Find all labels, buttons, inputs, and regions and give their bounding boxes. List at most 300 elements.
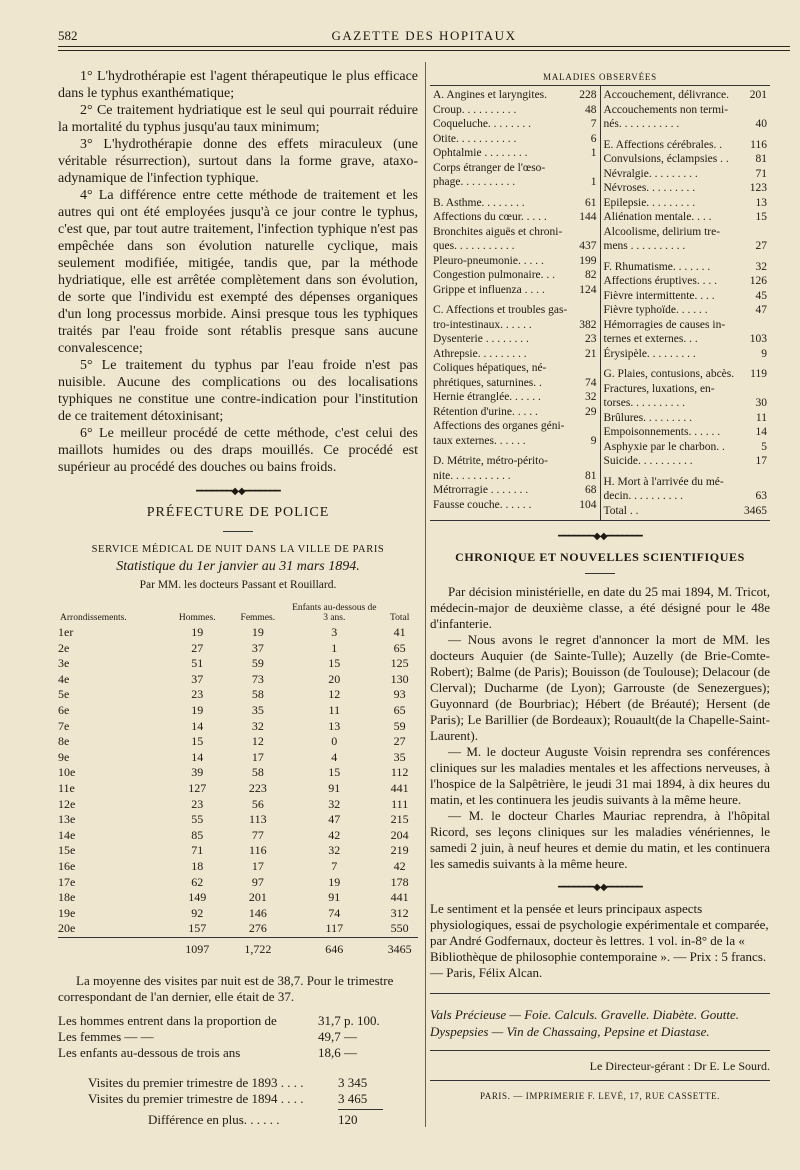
hommes-cell: 157 — [188, 921, 207, 936]
maladie-count: 17 — [755, 455, 767, 467]
maladie-count: 48 — [585, 103, 597, 116]
maladie-label: A. Angines et laryngites. — [433, 89, 548, 101]
maladie-label: Grippe et influenza . . . . — [433, 283, 545, 296]
maladie-count: 45 — [755, 289, 767, 302]
enfants-cell: 91 — [328, 780, 341, 795]
ornament-divider: ━━━━━━━◆◆━━━━━━━ — [558, 882, 642, 893]
maladie-count: 123 — [749, 182, 767, 194]
maladie-label: Fièvre intermittente. . . . — [603, 289, 715, 302]
hommes-cell: 71 — [191, 843, 204, 858]
table-row — [58, 656, 418, 672]
news-paragraph: Par décision ministérielle, en date du 25 mai 1894, M. Tricot, médecin-major de deuxième classe, a été désigné pour le 48e d'infanterie. — [430, 584, 770, 631]
moyenne-text: La moyenne des visites par nuit est de 38,7. Pour le trimestre correspondant de l'an dernier, elle était de 37. — [58, 972, 394, 1004]
maladie-label: Brûlures. . . . . . . . . — [603, 411, 692, 424]
maladie-row — [433, 196, 597, 211]
total-cell: 35 — [393, 749, 406, 764]
table-row — [58, 812, 418, 828]
conclusion-5: 5° Le traitement du typhus par l'eau froide n'est pas nuisible. Aucune des complications ou des localisations typhiques ne constitue une contre-indication pour l'institution de ce traitement détoxinisant; — [58, 358, 418, 424]
femmes-cell: 116 — [249, 843, 267, 858]
hommes-cell: 23 — [191, 796, 204, 811]
right-column — [430, 72, 770, 1101]
maladie-label: Érysipèle. . . . . . . . . — [603, 347, 696, 360]
table-row — [58, 625, 418, 641]
total-cell: 41 — [393, 625, 406, 639]
maladie-row — [433, 132, 597, 147]
maladie-label: Otite. . . . . . . . . . . — [433, 132, 517, 145]
visits-label: Visites du premier trimestre de 1894 . . . . — [88, 1090, 304, 1106]
maladie-count: 1 — [590, 147, 597, 159]
hommes-cell: 19 — [191, 702, 204, 717]
maladie-label: D. Métrite, métro-périto- — [433, 455, 548, 467]
maladie-count: 11 — [755, 411, 767, 424]
total-value-cell: 1097 — [166, 937, 228, 959]
total-cell: 441 — [390, 780, 409, 795]
maladie-row — [604, 347, 768, 362]
director-line: Le Directeur-gérant : Dr E. Le Sourd. — [589, 1059, 770, 1073]
maladie-count: 104 — [579, 498, 597, 511]
table-row — [58, 859, 418, 875]
hommes-cell: 37 — [191, 671, 204, 686]
maladie-count: 47 — [755, 304, 767, 316]
maladie-row — [433, 469, 597, 484]
femmes-cell: 35 — [251, 702, 264, 717]
enfants-cell: 0 — [331, 734, 338, 749]
visits-row — [88, 1075, 418, 1091]
visits-value: 3 465 — [338, 1090, 368, 1106]
proportion-label: Les hommes entrent dans la proportion de — [58, 1012, 277, 1028]
maladie-label: Bronchites aiguës et chroni- — [433, 225, 563, 238]
printer-line: PARIS. — IMPRIMERIE F. LEVÉ, 17, RUE CASSETTE. — [479, 1091, 721, 1101]
left-column — [58, 68, 418, 1128]
maladie-label: Pleuro-pneumonie. . . . . — [433, 254, 544, 267]
maladie-label: phage. . . . . . . . . . — [433, 176, 516, 188]
enfants-cell: 11 — [328, 702, 341, 717]
total-cell: 312 — [390, 905, 409, 920]
maladie-row — [604, 382, 768, 397]
maladie-count: 15 — [755, 211, 767, 223]
maladie-label: Névroses. . . . . . . . . — [603, 182, 696, 194]
section-rule — [430, 1050, 770, 1051]
visits-table — [58, 603, 418, 959]
maladies-heading: MALADIES OBSERVÉES — [543, 72, 657, 82]
arrondissement-cell: 17e — [58, 874, 76, 889]
maladie-label: Accouchement, délivrance. — [603, 89, 729, 101]
maladie-label: Rétention d'urine. . . . . — [433, 405, 538, 418]
total-cell: 215 — [390, 812, 409, 827]
maladie-row — [433, 361, 597, 376]
total-cell: 112 — [390, 765, 409, 780]
table-row — [58, 672, 418, 688]
maladie-label: B. Asthme. . . . . . . . — [433, 196, 525, 209]
maladie-label: Coqueluche. . . . . . . . — [433, 118, 532, 130]
maladie-row — [433, 419, 597, 434]
maladie-count: 3465 — [744, 504, 767, 517]
arrondissement-cell: 20e — [58, 921, 76, 936]
proportion-row — [58, 1013, 418, 1029]
col-femmes: Femmes. — [240, 613, 276, 623]
enfants-cell: 91 — [328, 890, 341, 905]
maladie-count: 61 — [585, 196, 597, 209]
maladie-row — [604, 489, 768, 504]
summary-block — [58, 973, 418, 1128]
arrondissement-cell: 12e — [58, 796, 76, 811]
maladie-row — [433, 146, 597, 161]
maladie-count: 14 — [755, 426, 767, 438]
maladies-left-column — [430, 86, 601, 520]
maladie-label: Névralgie. . . . . . . . . — [603, 167, 698, 180]
maladie-label: Croup. . . . . . . . . . — [433, 103, 517, 116]
maladie-count: 81 — [585, 469, 597, 482]
maladie-count: 40 — [755, 118, 767, 130]
proportion-label: Les femmes — — — [58, 1028, 154, 1044]
maladie-row — [433, 332, 597, 347]
total-cell: 111 — [391, 796, 409, 811]
femmes-cell: 56 — [251, 796, 264, 811]
maladie-row — [604, 475, 768, 490]
maladie-label: tro-intestinaux. . . . . . — [433, 318, 532, 331]
hommes-cell: 19 — [191, 625, 204, 639]
maladie-label: Asphyxie par le charbon. . — [603, 440, 725, 453]
table-row — [58, 641, 418, 657]
maladie-count: 119 — [750, 368, 767, 380]
maladie-row — [604, 152, 768, 167]
visits-label: Visites du premier trimestre de 1893 . . . . — [88, 1074, 304, 1090]
maladie-row — [604, 411, 768, 426]
maladie-row — [604, 303, 768, 318]
maladie-label: nés. . . . . . . . . . . — [603, 118, 680, 130]
total-cell: 27 — [393, 734, 406, 749]
maladie-count: 201 — [749, 89, 767, 101]
maladie-label: Convulsions, éclampsies . . — [603, 153, 729, 165]
maladie-row — [433, 347, 597, 362]
maladie-label: Athrepsie. . . . . . . . . — [433, 347, 527, 360]
arrondissement-cell: 18e — [58, 890, 76, 905]
arrondissement-cell: 15e — [58, 843, 76, 858]
maladie-row — [433, 161, 597, 176]
maladie-row — [604, 117, 768, 132]
maladie-label: Affections éruptives. . . . — [603, 275, 717, 287]
section-rule — [430, 993, 770, 994]
visits-value: 3 345 — [338, 1074, 368, 1090]
book-notice: Le sentiment et la pensée et leurs principaux aspects physiologiques, essai de psychologie expérimentale et comparée, par André Godfernaux, docteur ès lettres. 1 vol. in-8° de la « Bibliothèque de philosophie contemporaine ». — Prix : 5 francs. — Paris, Félix Alcan. — [430, 901, 769, 980]
arrondissement-cell: 19e — [58, 905, 76, 920]
hommes-cell: 85 — [191, 827, 204, 842]
service-title: SERVICE MÉDICAL DE NUIT DANS LA VILLE DE PARIS — [91, 544, 385, 555]
maladie-row — [433, 225, 597, 240]
difference-label: Différence en plus. . . . . . — [148, 1111, 280, 1127]
maladie-label: Dysenterie . . . . . . . . — [433, 333, 529, 345]
maladie-label: torses. . . . . . . . . . — [603, 397, 685, 409]
arrondissement-cell: 4e — [58, 671, 70, 686]
enfants-cell: 4 — [331, 749, 338, 764]
table-row — [58, 828, 418, 844]
conclusion-3: 3° L'hydrothérapie donne des effets miraculeux (une véritable résurrection), surtout dans la forme grave, ataxo-adynamique de l'infection typhique. — [58, 137, 418, 186]
maladie-count: 82 — [585, 269, 597, 281]
total-cell: 178 — [390, 874, 409, 889]
arrondissement-cell: 6e — [58, 702, 70, 717]
proportion-row — [58, 1045, 418, 1061]
hommes-cell: 39 — [191, 765, 204, 780]
maladie-label: Hernie étranglée. . . . . . — [433, 391, 541, 403]
arrondissement-cell: 14e — [58, 827, 76, 842]
hommes-cell: 18 — [191, 858, 204, 873]
femmes-cell: 17 — [251, 858, 264, 873]
maladies-right-column — [601, 86, 771, 520]
total-cell: 42 — [393, 858, 406, 873]
maladie-label: Fractures, luxations, en- — [603, 382, 715, 395]
maladie-label: Métrorragie . . . . . . . — [433, 484, 529, 496]
maladie-label: nite. . . . . . . . . . . — [433, 469, 511, 482]
maladie-count: 9 — [761, 347, 767, 360]
prefecture-title: PRÉFECTURE DE POLICE — [146, 505, 330, 520]
maladie-row — [604, 167, 768, 182]
conclusion-2: 2° Ce traitement hydriatique est le seul qui pourrait réduire la mortalité du typhus jusqu'au taux minimum; — [58, 103, 418, 135]
arrondissement-cell: 9e — [58, 749, 70, 764]
femmes-cell: 58 — [251, 765, 264, 780]
table-row — [58, 843, 418, 859]
maladie-row — [604, 181, 768, 196]
table-row — [58, 703, 418, 719]
maladie-label: Accouchements non termi- — [603, 103, 729, 116]
hommes-cell: 51 — [191, 656, 204, 671]
maladie-row — [604, 138, 768, 153]
table-row — [58, 750, 418, 766]
maladie-label: Empoisonnements. . . . . . — [603, 426, 721, 438]
maladie-count: 81 — [755, 153, 767, 165]
arrondissement-cell: 11e — [58, 780, 75, 795]
table-header-row — [58, 603, 418, 625]
difference-value: 120 — [338, 1111, 358, 1127]
visits-compare — [88, 1075, 418, 1128]
maladie-row — [433, 88, 597, 103]
maladie-count: 21 — [585, 347, 597, 360]
maladie-count: 124 — [579, 283, 597, 296]
total-cell: 441 — [390, 890, 409, 905]
ornament-divider: ━━━━━━━◆◆━━━━━━━ — [558, 531, 642, 542]
maladie-count: 7 — [590, 118, 597, 130]
femmes-cell: 32 — [251, 718, 264, 733]
col-total: Total — [389, 613, 410, 623]
chronique-title: CHRONIQUE ET NOUVELLES SCIENTIFIQUES — [455, 550, 745, 564]
maladie-row — [604, 318, 768, 333]
proportion-label: Les enfants au-dessous de trois ans — [58, 1044, 241, 1060]
total-cell: 65 — [393, 640, 406, 655]
maladie-row — [433, 254, 597, 269]
total-cell: 130 — [390, 671, 409, 686]
maladie-label: Affections du cœur. . . . . — [433, 211, 547, 223]
total-cell: 65 — [393, 702, 406, 717]
hommes-cell: 23 — [191, 687, 204, 702]
maladie-row — [604, 440, 768, 455]
maladie-row — [604, 367, 768, 382]
maladie-label: Congestion pulmonaire. . . — [433, 269, 556, 281]
ornament-divider: ━━━━━━━◆◆━━━━━━━ — [196, 486, 280, 497]
maladie-count: 103 — [749, 333, 767, 345]
advert-dyspepsies: Dyspepsies — Vin de Chassaing, Pepsine et Diastase. — [430, 1024, 710, 1039]
maladie-count: 1 — [590, 176, 597, 188]
table-row — [58, 890, 418, 906]
maladie-count: 13 — [755, 196, 767, 209]
maladie-count: 63 — [755, 490, 767, 502]
total-value-cell: 3465 — [381, 937, 418, 959]
table-row — [58, 781, 418, 797]
hommes-cell: 14 — [191, 749, 204, 764]
total-cell: 550 — [390, 921, 409, 936]
total-cell: 125 — [390, 656, 409, 671]
advert-vals: Vals Précieuse — Foie. Calculs. Gravelle. Diabète. Goutte. — [430, 1007, 740, 1022]
maladie-label: mens . . . . . . . . . . — [603, 240, 686, 252]
header-rule — [58, 46, 790, 47]
maladie-row — [433, 268, 597, 283]
femmes-cell: 113 — [249, 812, 267, 827]
femmes-cell: 37 — [251, 640, 264, 655]
maladie-count: 32 — [585, 391, 597, 403]
hommes-cell: 149 — [188, 890, 207, 905]
total-cell: 204 — [390, 827, 409, 842]
col-hommes: Hommes. — [178, 613, 216, 623]
proportion-row — [58, 1029, 418, 1045]
maladie-row — [433, 318, 597, 333]
maladie-row — [433, 117, 597, 132]
enfants-cell: 15 — [328, 656, 341, 671]
news-paragraph: — Nous avons le regret d'annoncer la mort de MM. les docteurs Auquier (de Sainte-Tulle); Auzelly (de Brie-Comte-Robert); Balme (de Paris); Bouisson (de Toulouse); Delacour (de Clerval); Ducharme (de Lyon); Garrouste (de Senezergues); Guyonnard (de Bourbriac); Hébert (de Bréauté); Hersent (de Paris); Le Barillier (de Bordeaux); Rouault(de la Chapelle-Saint-Laurent). — [430, 632, 770, 743]
maladie-label: E. Affections cérébrales. . — [603, 138, 723, 151]
maladie-row — [604, 225, 768, 240]
enfants-cell: 32 — [328, 843, 341, 858]
maladie-label: taux externes. . . . . . — [433, 434, 526, 447]
femmes-cell: 77 — [251, 827, 264, 842]
table-row — [58, 734, 418, 750]
total-value-cell: 646 — [287, 937, 381, 959]
conclusion-1: 1° L'hydrothérapie est l'agent thérapeutique le plus efficace dans le typhus exanthématique; — [58, 69, 418, 101]
arrondissement-cell: 13e — [58, 812, 76, 827]
maladie-row — [433, 175, 597, 190]
maladie-row — [604, 88, 768, 103]
maladie-row — [604, 196, 768, 211]
maladie-label: Coliques hépatiques, né- — [433, 362, 547, 374]
short-rule — [223, 531, 253, 532]
maladie-label: decin. . . . . . . . . . — [603, 490, 684, 502]
maladie-label: H. Mort à l'arrivée du mé- — [603, 475, 724, 488]
difference-row — [88, 1112, 418, 1128]
maladie-row — [433, 239, 597, 254]
arrondissement-cell: 5e — [58, 687, 70, 702]
maladie-count: 228 — [579, 89, 597, 101]
hommes-cell: 92 — [191, 905, 204, 920]
column-divider — [425, 62, 426, 1127]
conclusion-6: 6° Le meilleur procédé de cette méthode, c'est celui des maillots humides ou des draps mouillés. Ce procédé est supérieur au procédé des douches ou bains froids. — [58, 426, 418, 475]
news-paragraph: — M. le docteur Auguste Voisin reprendra ses conférences cliniques sur les maladies mentales et les affections nerveuses, à l'hospice de la Salpêtrière, le jeudi 31 mai 1894, à dix heures du matin, et les continuera les jeudis suivants à la même heure. — [430, 744, 770, 807]
maladie-count: 126 — [749, 275, 767, 287]
total-cell: 59 — [393, 718, 406, 733]
arrondissement-cell: 8e — [58, 734, 70, 749]
femmes-cell: 58 — [251, 687, 264, 702]
maladie-row — [604, 210, 768, 225]
maladie-row — [433, 283, 597, 298]
page-header — [58, 24, 790, 44]
maladie-count: 382 — [579, 318, 597, 331]
maladie-label: Corps étranger de l'œso- — [433, 161, 546, 174]
total-cell: 93 — [393, 687, 406, 702]
maladie-row — [604, 396, 768, 411]
journal-title: GAZETTE DES HOPITAUX — [331, 28, 517, 43]
maladie-row — [604, 425, 768, 440]
enfants-cell: 7 — [331, 858, 338, 873]
header-rule-thin — [58, 50, 790, 51]
femmes-cell: 17 — [251, 749, 264, 764]
maladie-label: Affections des organes géni- — [433, 420, 565, 432]
maladie-count: 116 — [750, 138, 767, 151]
arrondissement-cell: 10e — [58, 765, 76, 780]
table-row — [58, 687, 418, 703]
total-cell: 219 — [390, 843, 409, 858]
maladie-row — [433, 498, 597, 513]
femmes-cell: 19 — [251, 625, 264, 639]
femmes-cell: 201 — [248, 890, 267, 905]
maladie-label: Fausse couche. . . . . . — [433, 498, 532, 511]
maladie-count: 32 — [755, 260, 767, 273]
table-row — [58, 765, 418, 781]
femmes-cell: 146 — [248, 905, 267, 920]
enfants-cell: 12 — [328, 687, 341, 702]
maladie-count: 144 — [579, 211, 597, 223]
maladie-row — [433, 405, 597, 420]
section-rule — [430, 1080, 770, 1081]
maladie-row — [604, 504, 768, 519]
maladie-label: Epilepsie. . . . . . . . . — [603, 196, 696, 209]
maladie-label: C. Affections et troubles gas- — [433, 304, 568, 316]
arrondissement-cell: 3e — [58, 656, 70, 671]
enfants-cell: 32 — [328, 796, 341, 811]
maladie-label: Total . . — [603, 504, 639, 517]
maladie-count: 30 — [755, 397, 767, 409]
table-row — [58, 906, 418, 922]
arrondissement-cell: 1er — [58, 625, 74, 639]
maladie-row — [433, 483, 597, 498]
hommes-cell: 27 — [191, 640, 204, 655]
maladie-label: ternes et externes. . . — [603, 333, 698, 345]
maladie-count: 23 — [585, 333, 597, 345]
enfants-cell: 3 — [331, 625, 338, 639]
table-row — [58, 719, 418, 735]
col-enfants: Enfants au-dessous de 3 ans. — [292, 603, 377, 623]
maladie-row — [604, 454, 768, 469]
maladie-row — [604, 103, 768, 118]
maladie-row — [433, 434, 597, 449]
maladie-label: Suicide. . . . . . . . . . — [603, 455, 693, 467]
enfants-cell: 1 — [331, 640, 338, 655]
enfants-cell: 74 — [328, 905, 341, 920]
maladie-label: ques. . . . . . . . . . . — [433, 240, 515, 252]
maladie-count: 29 — [585, 405, 597, 418]
proportion-value: 31,7 p. 100. — [318, 1012, 380, 1028]
col-arrondissements: Arrondissements. — [60, 613, 127, 623]
maladie-label: Ophtalmie . . . . . . . . — [433, 147, 528, 159]
femmes-cell: 73 — [251, 671, 264, 686]
maladie-count: 5 — [761, 440, 767, 453]
arrondissement-cell: 16e — [58, 858, 76, 873]
maladie-row — [433, 303, 597, 318]
table-row — [58, 921, 418, 937]
maladie-row — [433, 103, 597, 118]
hommes-cell: 127 — [188, 780, 207, 795]
maladie-count: 199 — [579, 254, 597, 267]
enfants-cell: 47 — [328, 812, 341, 827]
maladie-label: phrétiques, saturnines. . — [433, 376, 542, 389]
maladie-row — [433, 376, 597, 391]
maladie-count: 9 — [590, 434, 597, 447]
maladie-count: 27 — [755, 240, 767, 252]
